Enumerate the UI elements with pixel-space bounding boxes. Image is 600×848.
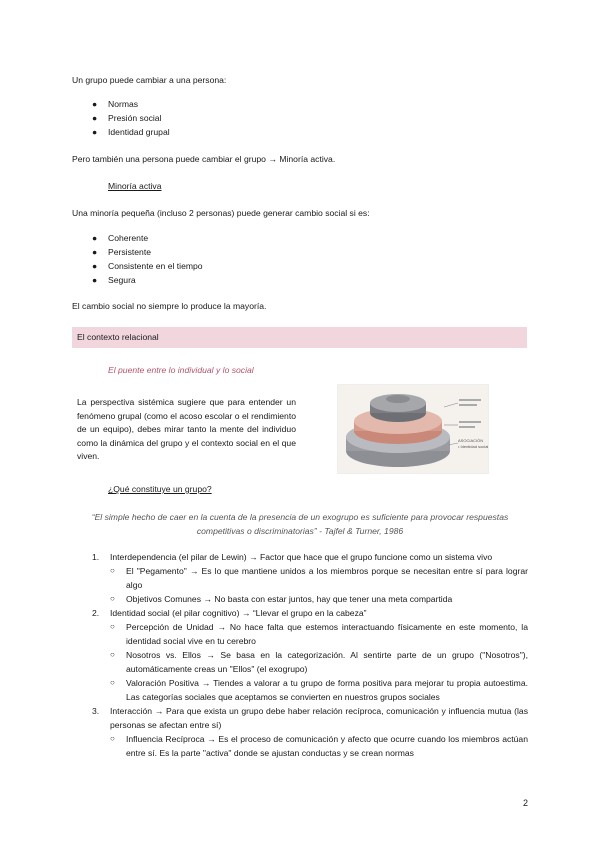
sistemica-paragraph: La perspectiva sistémica sugiere que para entender un fenómeno grupal (como el acoso escolar o el rendimiento de un equipo), debes mirar tanto la mente del individuo como la dinámica del grupo y el contexto social en el que viven.: [77, 397, 296, 461]
list-item: ● Presión social: [92, 113, 162, 123]
sub-list-item: ○ Nosotros vs. Ellos → Se basa en la categorización. Al sentirte parte de un grupo ("Nosotros"), automáticamente creas un "Ellos" (el exogrupo): [110, 650, 528, 674]
circle-bullet-icon: ○: [110, 566, 115, 575]
systemic-diagram-image: [337, 384, 489, 474]
list-item: ● Normas: [92, 99, 139, 109]
sub-list-item: ○ Percepción de Unidad → No hace falta que estemos interactuando físicamente en este momento, la identidad social vive en tu cerebro: [110, 622, 528, 646]
circle-bullet-icon: ○: [110, 650, 115, 659]
circle-bullet-icon: ○: [110, 594, 115, 603]
sub-list-item: ○ Valoración Positiva → Tiendes a valorar a tu grupo de forma positiva para mejorar tu propia autoestima. Las categorías sociales que aceptamos se convierten en nuestros grupos sociales: [110, 678, 528, 702]
bullet-icon: ●: [92, 99, 98, 109]
que-grupo-title: ¿Qué constituye un grupo?: [108, 484, 212, 494]
circle-bullet-icon: ○: [110, 678, 115, 687]
intro-text: Un grupo puede cambiar a una persona:: [72, 75, 227, 85]
sub-list-item: ○ Objetivos Comunes → No basta con estar juntos, hay que tener una meta compartida: [110, 594, 453, 604]
list-item: ● Consistente en el tiempo: [92, 261, 203, 271]
circle-bullet-icon: ○: [110, 734, 115, 743]
bullet-icon: ●: [92, 247, 98, 257]
minoria-text: Una minoría pequeña (incluso 2 personas) puede generar cambio social si es:: [72, 208, 370, 218]
circle-bullet-icon: ○: [110, 622, 115, 631]
page-number: 2: [522, 798, 528, 808]
section-header: [72, 327, 527, 348]
intro-list: [92, 97, 170, 139]
bullet-icon: ●: [92, 275, 98, 285]
bullet-icon: ●: [92, 113, 98, 123]
list-item: 2. Identidad social (el pilar cognitivo) → “Llevar el grupo en la cabeza”: [92, 608, 367, 618]
sub-list-item: ○ Influencia Recíproca → Es el proceso de comunicación y afecto que ocurre cuando los miembros actúan entre sí. Es la parte "activa" donde se ajustan conductas y se crean normas: [110, 734, 528, 758]
sub-list-item: ○ El "Pegamento" → Es lo que mantiene unidos a los miembros porque se necesitan entre sí para lograr algo: [110, 566, 528, 590]
puente-subtitle: El puente entre lo individual y lo social: [108, 365, 254, 375]
diagram-label: ASOCIACIÓN: [458, 438, 484, 443]
minoria-list: [92, 231, 203, 287]
bullet-icon: ●: [92, 261, 98, 271]
list-item: 3. Interacción → Para que exista un grupo debe haber relación recíproca, comunicación y influencia mutua (las personas se afectan entre sí): [92, 706, 528, 730]
list-item: ● Coherente: [92, 233, 149, 243]
list-item: ● Segura: [92, 275, 136, 285]
list-item: ● Persistente: [92, 247, 151, 257]
bullet-icon: ●: [92, 127, 98, 137]
reverse-text: Pero también una persona puede cambiar el grupo → Minoría activa.: [72, 154, 336, 164]
grupo-criteria-list: [92, 550, 528, 760]
list-item: 1. Interdependencia (el pilar de Lewin) → Factor que hace que el grupo funcione como un sistema vivo: [92, 552, 493, 562]
diagram-label: • Identidad social: [458, 444, 488, 449]
minoria-title: Minoría activa: [108, 181, 162, 191]
cambio-social-text: El cambio social no siempre lo produce la mayoría.: [72, 301, 267, 311]
tajfel-quote: “El simple hecho de caer en la cuenta de la presencia de un exogrupo es suficiente para provocar respuestas competitivas o discriminatorias” - Tajfel & Turner, 1986: [91, 512, 509, 536]
section-title: El contexto relacional: [77, 332, 159, 342]
bullet-icon: ●: [92, 233, 98, 243]
concentric-rings-illustration: [338, 385, 488, 473]
list-item: ● Identidad grupal: [92, 127, 170, 137]
